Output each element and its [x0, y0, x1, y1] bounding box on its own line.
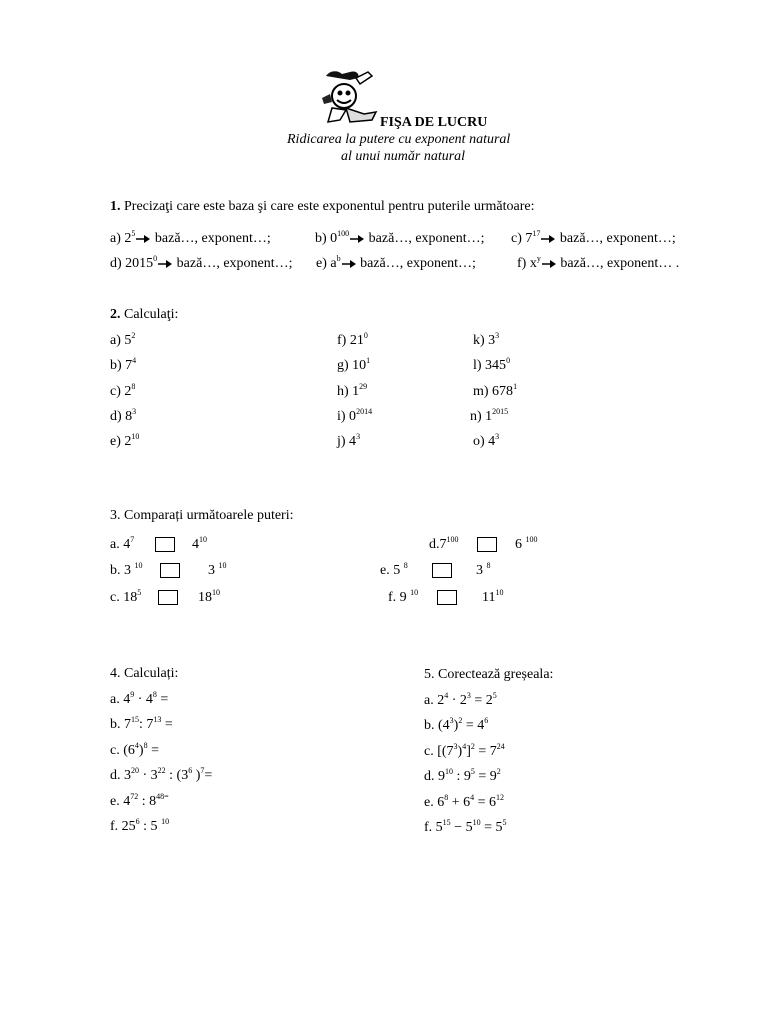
exercise-3-right-power — [482, 590, 503, 606]
text: ) — [453, 718, 459, 733]
text: c. [(7 — [424, 744, 454, 759]
exercise-2-item — [110, 384, 135, 400]
exponent: 12 — [496, 793, 505, 802]
exponent: 2015 — [492, 407, 509, 416]
text: n) 1 — [470, 409, 493, 424]
text: : 9 — [453, 769, 471, 784]
exercise-3-left-power — [429, 537, 459, 553]
comparison-answer-box[interactable] — [477, 537, 497, 552]
exponent: 72 — [130, 792, 139, 801]
exponent: 10 — [212, 588, 220, 597]
exponent: 20 — [131, 766, 139, 775]
arrow-right-icon — [158, 259, 172, 269]
exponent: 8 — [444, 793, 449, 802]
text: c) 7 — [511, 231, 533, 246]
exercise-5-heading: 5. Corectează greșeala: — [424, 667, 554, 682]
exercise-5-item — [424, 744, 505, 760]
exercise-2-item — [110, 333, 135, 349]
text: e. 4 — [110, 794, 131, 809]
exercise-2-item — [473, 384, 517, 400]
exponent: 3 — [356, 432, 361, 441]
text: 18 — [198, 590, 212, 605]
text: a. 4 — [110, 537, 131, 552]
exercise-3-right-power — [476, 563, 491, 579]
exponent: 4 — [462, 742, 467, 751]
exercise-3-left-power — [380, 563, 408, 579]
text: c. 18 — [110, 590, 138, 605]
comparison-answer-box[interactable] — [158, 590, 178, 605]
exponent: 3 — [466, 691, 471, 700]
exponent: 8 — [143, 741, 148, 750]
exercise-5-item — [424, 718, 488, 734]
text: l) 345 — [473, 358, 507, 373]
text: bază…, exponent…; — [365, 231, 485, 246]
text: d.7 — [429, 537, 447, 552]
exercise-1-item — [316, 256, 476, 272]
text: bază…, exponent…; — [556, 231, 676, 246]
text: bază…, exponent… . — [556, 256, 680, 271]
text: b) 7 — [110, 358, 133, 373]
exponent: 15 — [131, 715, 139, 724]
exercise-2-item — [473, 333, 499, 349]
text: = 5 — [480, 820, 503, 835]
text: c) 2 — [110, 384, 132, 399]
text: ) — [138, 743, 144, 758]
exponent: 3 — [453, 742, 458, 751]
exercise-2-item — [337, 358, 370, 374]
text: : (3 — [165, 768, 189, 783]
exponent: 8 — [152, 690, 157, 699]
exercise-1-item — [517, 256, 679, 272]
text: · 2 — [448, 693, 467, 708]
exercise-2-item — [470, 409, 508, 425]
exponent: 0 — [363, 331, 368, 340]
exercise-3-left-power — [110, 537, 134, 553]
arrow-right-icon — [542, 259, 556, 269]
text: = 6 — [474, 795, 497, 810]
text: j) 4 — [337, 434, 357, 449]
exponent: 4 — [470, 793, 475, 802]
worksheet-subtitle-line2: al unui număr natural — [341, 149, 466, 164]
exercise-3-left-power — [110, 590, 141, 606]
text: a) 2 — [110, 231, 132, 246]
exponent: 5 — [131, 229, 136, 238]
exercise-2-item — [110, 358, 136, 374]
exercise-2-item — [337, 333, 368, 349]
exercise-5-item — [424, 769, 501, 785]
exponent: 13 — [153, 715, 162, 724]
arrow-right-icon — [350, 234, 364, 244]
text: e. 6 — [424, 795, 445, 810]
exponent: 6 — [484, 716, 489, 725]
exercise-1-item — [315, 231, 485, 247]
exercise-4-item — [110, 717, 173, 733]
text: i) 0 — [337, 409, 357, 424]
exponent: y — [536, 254, 541, 263]
exercise-3-left-power — [388, 590, 418, 606]
exponent: 0 — [506, 356, 511, 365]
text: g) 10 — [337, 358, 367, 373]
exercise-3-right-power — [198, 590, 220, 606]
exercise-1-item — [511, 231, 676, 247]
comparison-answer-box[interactable] — [160, 563, 180, 578]
text: = 4 — [462, 718, 485, 733]
exercise-4-heading: 4. Calculați: — [110, 666, 179, 681]
text: : 5 — [139, 819, 162, 834]
text: 4 — [192, 537, 199, 552]
exercise-5-item — [424, 795, 504, 811]
exponent: 2 — [496, 767, 501, 776]
text: h) 1 — [337, 384, 360, 399]
exponent: 10 — [445, 767, 453, 776]
text: m) 678 — [473, 384, 514, 399]
exponent: 9 — [130, 690, 135, 699]
worksheet-subtitle-line1: Ridicarea la putere cu exponent natural — [287, 132, 511, 147]
text: ] — [466, 744, 471, 759]
exponent: 8 — [486, 561, 491, 570]
text: · 3 — [139, 768, 158, 783]
exponent: 10 — [131, 432, 140, 441]
arrow-right-icon — [136, 234, 150, 244]
exponent: 10 — [472, 818, 481, 827]
text: b) 0 — [315, 231, 338, 246]
text: a. 4 — [110, 692, 131, 707]
exercise-3-right-power — [515, 537, 538, 553]
text: bază…, exponent…; — [151, 231, 271, 246]
comparison-answer-box[interactable] — [437, 590, 457, 605]
exponent: 22 — [157, 766, 166, 775]
exponent: 3 — [132, 407, 137, 416]
exercise-4-item — [110, 768, 212, 784]
text: = — [156, 692, 169, 707]
exponent: 7 — [130, 535, 135, 544]
exercise-2-heading: 2. Calculaţi: — [110, 307, 179, 322]
text: b. 3 — [110, 563, 135, 578]
exponent: 5 — [137, 588, 142, 597]
exercise-1-item — [110, 256, 293, 272]
mascot-clipart-icon — [320, 68, 382, 126]
text: f) x — [517, 256, 537, 271]
exercise-1-heading: 1. Precizaţi care este baza şi care este exponentul pentru puterile următoare: — [110, 199, 535, 214]
comparison-answer-box[interactable] — [155, 537, 175, 552]
exponent: 5 — [470, 767, 475, 776]
exercise-5-item — [424, 693, 497, 709]
exponent: 5 — [502, 818, 507, 827]
text: c. (6 — [110, 743, 135, 758]
text: e) a — [316, 256, 337, 271]
exponent: 4 — [444, 691, 449, 700]
text: d) 2015 — [110, 256, 154, 271]
exponent: 1 — [366, 356, 371, 365]
text: = — [161, 717, 173, 732]
arrow-right-icon — [541, 234, 555, 244]
text: · 4 — [134, 692, 153, 707]
text: : 7 — [139, 717, 154, 732]
text: f. 25 — [110, 819, 136, 834]
exercise-2-item — [337, 384, 367, 400]
text: o) 4 — [473, 434, 496, 449]
text: e. 5 — [380, 563, 404, 578]
exponent: 3 — [449, 716, 454, 725]
text: b. 7 — [110, 717, 131, 732]
exercise-3-right-power — [208, 563, 227, 579]
text: b. (4 — [424, 718, 450, 733]
text: bază…, exponent…; — [356, 256, 476, 271]
exercise-4-item — [110, 819, 169, 835]
exponent: 3 — [495, 331, 500, 340]
text: f. 9 — [388, 590, 411, 605]
text: = — [204, 768, 213, 783]
text: 6 — [515, 537, 526, 552]
exponent: 24 — [496, 742, 505, 751]
exercise-2-item — [337, 434, 360, 450]
text: f) 21 — [337, 333, 364, 348]
exercise-2-item — [473, 358, 510, 374]
exercise-3-right-power — [192, 537, 207, 553]
exercise-2-item — [110, 409, 136, 425]
exponent: 2 — [131, 331, 136, 340]
exercise-2-item — [337, 409, 372, 425]
exponent: 10 — [218, 561, 227, 570]
exponent: 17 — [532, 229, 541, 238]
exponent: 100 — [446, 535, 459, 544]
exponent: 1 — [513, 382, 518, 391]
exponent: 10 — [410, 588, 419, 597]
exercise-5-item — [424, 820, 506, 836]
exponent: b — [336, 254, 341, 263]
exercise-3-heading: 3. Comparați următoarele puteri: — [110, 508, 294, 523]
text: e) 2 — [110, 434, 132, 449]
exponent: 8 — [131, 382, 136, 391]
arrow-right-icon — [342, 259, 356, 269]
text: = 9 — [474, 769, 497, 784]
exponent: 10 — [161, 817, 170, 826]
exponent: 10 — [134, 561, 143, 570]
text: a) 5 — [110, 333, 132, 348]
exercise-1-item — [110, 231, 271, 247]
text: f. 5 — [424, 820, 443, 835]
text: = 7 — [474, 744, 497, 759]
text: 3 — [208, 563, 219, 578]
text: k) 3 — [473, 333, 496, 348]
exponent: 100 — [337, 229, 350, 238]
exercise-4-item — [110, 692, 168, 708]
text: 3 — [476, 563, 487, 578]
text: 11 — [482, 590, 496, 605]
text: bază…, exponent…; — [173, 256, 293, 271]
text: − 5 — [450, 820, 473, 835]
worksheet-title: FIŞA DE LUCRU — [380, 115, 488, 130]
exponent: 7 — [200, 766, 205, 775]
exponent: 2 — [470, 742, 475, 751]
exercise-4-item — [110, 794, 169, 810]
exponent: 6 — [188, 766, 193, 775]
exponent: 15 — [442, 818, 451, 827]
exponent: 6 — [135, 817, 140, 826]
exponent: 3 — [495, 432, 500, 441]
exponent: 100 — [525, 535, 538, 544]
text: ) — [457, 744, 463, 759]
exponent: 5 — [492, 691, 497, 700]
exponent: 2 — [458, 716, 463, 725]
exponent: 0 — [153, 254, 158, 263]
text: d. 3 — [110, 768, 131, 783]
text: ) — [192, 768, 201, 783]
exercise-2-item — [473, 434, 499, 450]
exercise-4-item — [110, 743, 159, 759]
text: a. 2 — [424, 693, 445, 708]
text: d. 9 — [424, 769, 445, 784]
exponent: 4 — [132, 356, 137, 365]
text: : 8 — [138, 794, 157, 809]
exponent: 48= — [156, 792, 169, 801]
exercise-3-left-power — [110, 563, 143, 579]
exponent: 4 — [134, 741, 139, 750]
exponent: 10 — [199, 535, 207, 544]
text: = 2 — [470, 693, 493, 708]
text: d) 8 — [110, 409, 133, 424]
text: + 6 — [448, 795, 471, 810]
text: = — [147, 743, 159, 758]
exponent: 10 — [495, 588, 504, 597]
exercise-2-item — [110, 434, 139, 450]
exponent: 8 — [403, 561, 408, 570]
exponent: 2014 — [356, 407, 373, 416]
exponent: 29 — [359, 382, 368, 391]
comparison-answer-box[interactable] — [432, 563, 452, 578]
